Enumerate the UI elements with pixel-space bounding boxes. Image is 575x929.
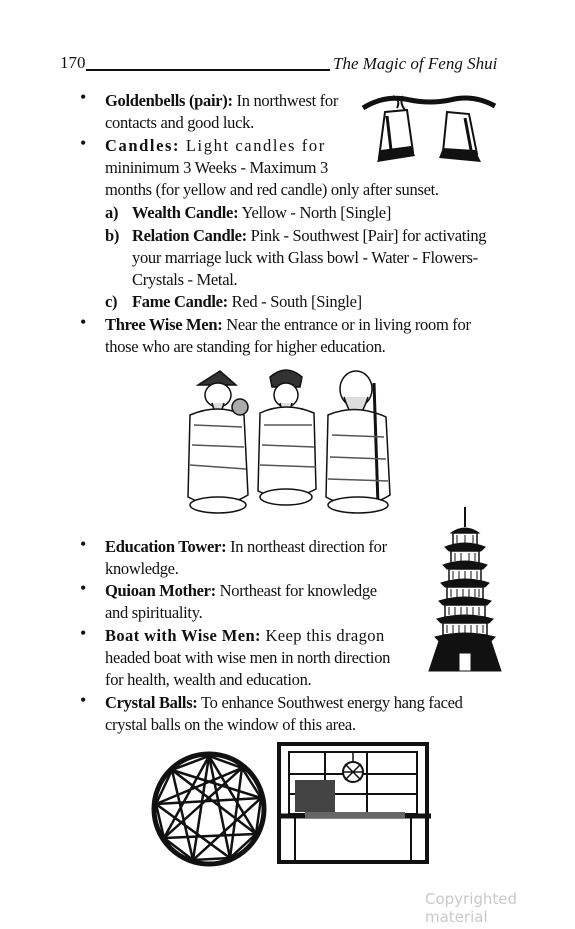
- three-wise-men-line2: those who are standing for higher education.: [105, 337, 386, 356]
- header-rule: [86, 69, 330, 71]
- boat-line2: headed boat with wise men in north direction: [105, 648, 391, 667]
- goldenbells-line1: Goldenbells (pair): In northwest for: [105, 91, 339, 110]
- book-title: The Magic of Feng Shui: [333, 54, 498, 73]
- boat-line1: Boat with Wise Men: Keep this dragon: [105, 626, 385, 645]
- three-wise-men-line1: Three Wise Men: Near the entrance or in living room for: [105, 315, 471, 334]
- goldenbells-line2: contacts and good luck.: [105, 113, 254, 132]
- bullet-quioan-mother: •: [80, 578, 87, 598]
- boat-line3: for health, wealth and education.: [105, 670, 312, 689]
- relation-candle-line2: your marriage luck with Glass bowl - Water - Flowers-: [132, 248, 478, 267]
- fame-candle-label: Fame Candle:: [132, 292, 228, 311]
- sub-marker-a: a): [105, 203, 119, 222]
- relation-candle-label: Relation Candle:: [132, 226, 247, 245]
- bullet-crystal-balls: •: [80, 690, 87, 710]
- candles-label: Candles:: [105, 136, 181, 155]
- relation-candle-line1: Relation Candle: Pink - Southwest [Pair] for activating: [132, 226, 487, 245]
- fame-candle-line: Fame Candle: Red - South [Single]: [132, 292, 362, 311]
- bullet-education-tower: •: [80, 534, 87, 554]
- education-tower-label: Education Tower:: [105, 537, 227, 556]
- quioan-mother-line1: Quioan Mother: Northeast for knowledge: [105, 581, 377, 600]
- sub-marker-c: c): [105, 292, 118, 311]
- boat-label: Boat with Wise Men:: [105, 626, 261, 645]
- bullet-goldenbells: •: [80, 87, 87, 107]
- quioan-mother-label: Quioan Mother:: [105, 581, 216, 600]
- quioan-mother-line2: and spirituality.: [105, 603, 203, 622]
- window-crystal-image: [275, 740, 435, 865]
- bullet-candles: •: [80, 133, 87, 153]
- wealth-candle-line: Wealth Candle: Yellow - North [Single]: [132, 203, 392, 222]
- candles-line2: mininimum 3 Weeks - Maximum 3: [105, 158, 328, 177]
- candles-line3: months (for yellow and red candle) only after sunset.: [105, 180, 439, 199]
- bullet-boat: •: [80, 623, 87, 643]
- crystal-balls-label: Crystal Balls:: [105, 693, 198, 712]
- crystal-ball-image: [150, 750, 268, 868]
- goldenbells-label: Goldenbells (pair):: [105, 91, 233, 110]
- bullet-three-wise-men: •: [80, 312, 87, 332]
- relation-candle-line3: Crystals - Metal.: [132, 270, 238, 289]
- page-number: 170: [60, 53, 86, 72]
- sub-marker-b: b): [105, 226, 120, 245]
- crystal-balls-line2: crystal balls on the window of this area.: [105, 715, 356, 734]
- education-tower-line2: knowledge.: [105, 559, 179, 578]
- three-wise-men-image: [178, 365, 400, 520]
- golden-bells-image: [355, 90, 500, 170]
- watermark: Copyrighted material: [425, 890, 518, 926]
- wealth-candle-label: Wealth Candle:: [132, 203, 239, 222]
- education-tower-image: [425, 505, 505, 675]
- three-wise-men-label: Three Wise Men:: [105, 315, 223, 334]
- candles-line1: Candles: Light candles for: [105, 136, 326, 155]
- education-tower-line1: Education Tower: In northeast direction for: [105, 537, 387, 556]
- crystal-balls-line1: Crystal Balls: To enhance Southwest energy hang faced: [105, 693, 463, 712]
